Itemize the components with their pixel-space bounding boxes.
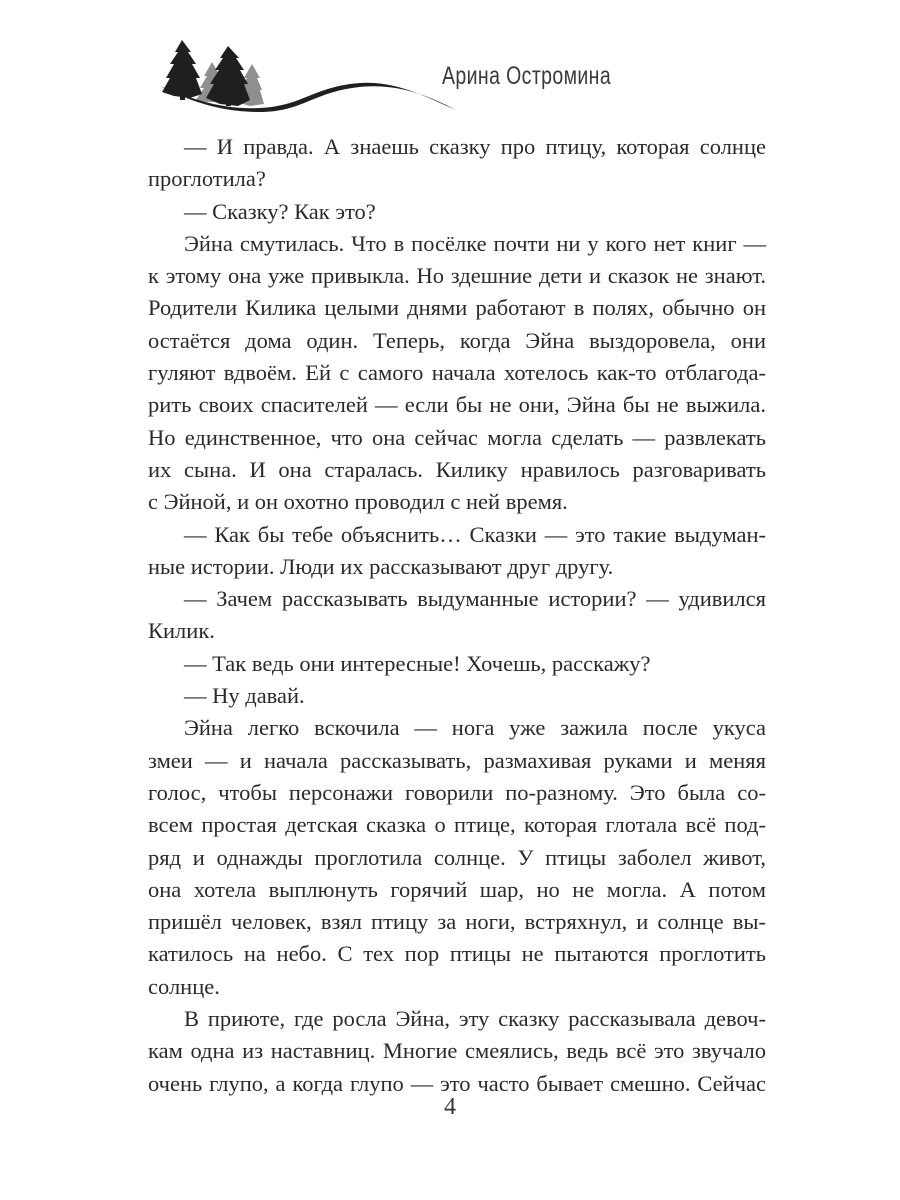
pine-trees-hill-icon [160, 34, 460, 114]
text-line: Эйна смутилась. Что в посёлке почти ни у кого нет книг — [184, 230, 766, 256]
text-line: пришёл человек, взял птицу за ноги, встряхнул, и солнце вы- [148, 909, 766, 935]
text-line: В приюте, где росла Эйна, эту сказку рассказывала девоч- [184, 1006, 766, 1032]
text-line: проглотила? [148, 166, 266, 192]
text-line: змеи — и начала рассказывать, размахивая руками и меняя [148, 747, 766, 773]
text-line: очень глупо, а когда глупо — это часто бывает смешно. Сейчас [148, 1070, 766, 1096]
text-line: — И правда. А знаешь сказку про птицу, которая солнце [184, 134, 766, 159]
text-line: Родители Килика целыми днями работают в полях, обычно он [148, 295, 766, 321]
author-name: Арина Остромина [442, 62, 612, 90]
text-line: с Эйной, и он охотно проводил с ней время. [148, 489, 568, 515]
text-line: кам одна из наставниц. Многие смеялись, ведь всё это звучало [148, 1038, 766, 1064]
body-text [148, 131, 766, 1100]
text-line: солнце. [148, 973, 220, 999]
text-line: — Зачем рассказывать выдуманные истории? — удивился [184, 586, 766, 612]
page-number: 4 [444, 1094, 456, 1120]
text-line: Килик. [148, 618, 215, 644]
text-line: ряд и однажды проглотила солнце. У птицы заболел живот, [148, 844, 766, 870]
text-line: — Как бы тебе объяснить… Сказки — это такие выдуман- [184, 521, 766, 547]
text-line: она хотела выплюнуть горячий шар, но не могла. А потом [148, 876, 766, 902]
text-line: всем простая детская сказка о птице, которая глотала всё под- [148, 812, 766, 838]
text-line: голос, чтобы персонажи говорили по-разному. Это была со- [148, 779, 766, 805]
text-line: ные истории. Люди их рассказывают друг другу. [148, 553, 614, 579]
text-line: гуляют вдвоём. Ей с самого начала хотелось как-то отблагода- [148, 360, 766, 386]
text-line: Но единственное, что она сейчас могла сделать — развлекать [148, 424, 766, 450]
text-line: Эйна легко вскочила — нога уже зажила после укуса [184, 715, 766, 741]
text-line: катилось на небо. С тех пор птицы не пытаются проглотить [148, 941, 766, 967]
text-line: остаётся дома один. Теперь, когда Эйна выздоровела, они [148, 327, 766, 353]
text-line: рить своих спасителей — если бы не они, Эйна бы не выжила. [148, 392, 766, 418]
text-line: их сына. И она старалась. Килику нравилось разговаривать [148, 456, 766, 482]
running-header [0, 0, 900, 130]
text-line: — Ну давай. [184, 683, 305, 709]
text-line: — Сказку? Как это? [184, 198, 376, 224]
text-line: — Так ведь они интересные! Хочешь, расскажу? [184, 650, 651, 676]
text-line: к этому она уже привыкла. Но здешние дети и сказок не знают. [148, 263, 766, 289]
